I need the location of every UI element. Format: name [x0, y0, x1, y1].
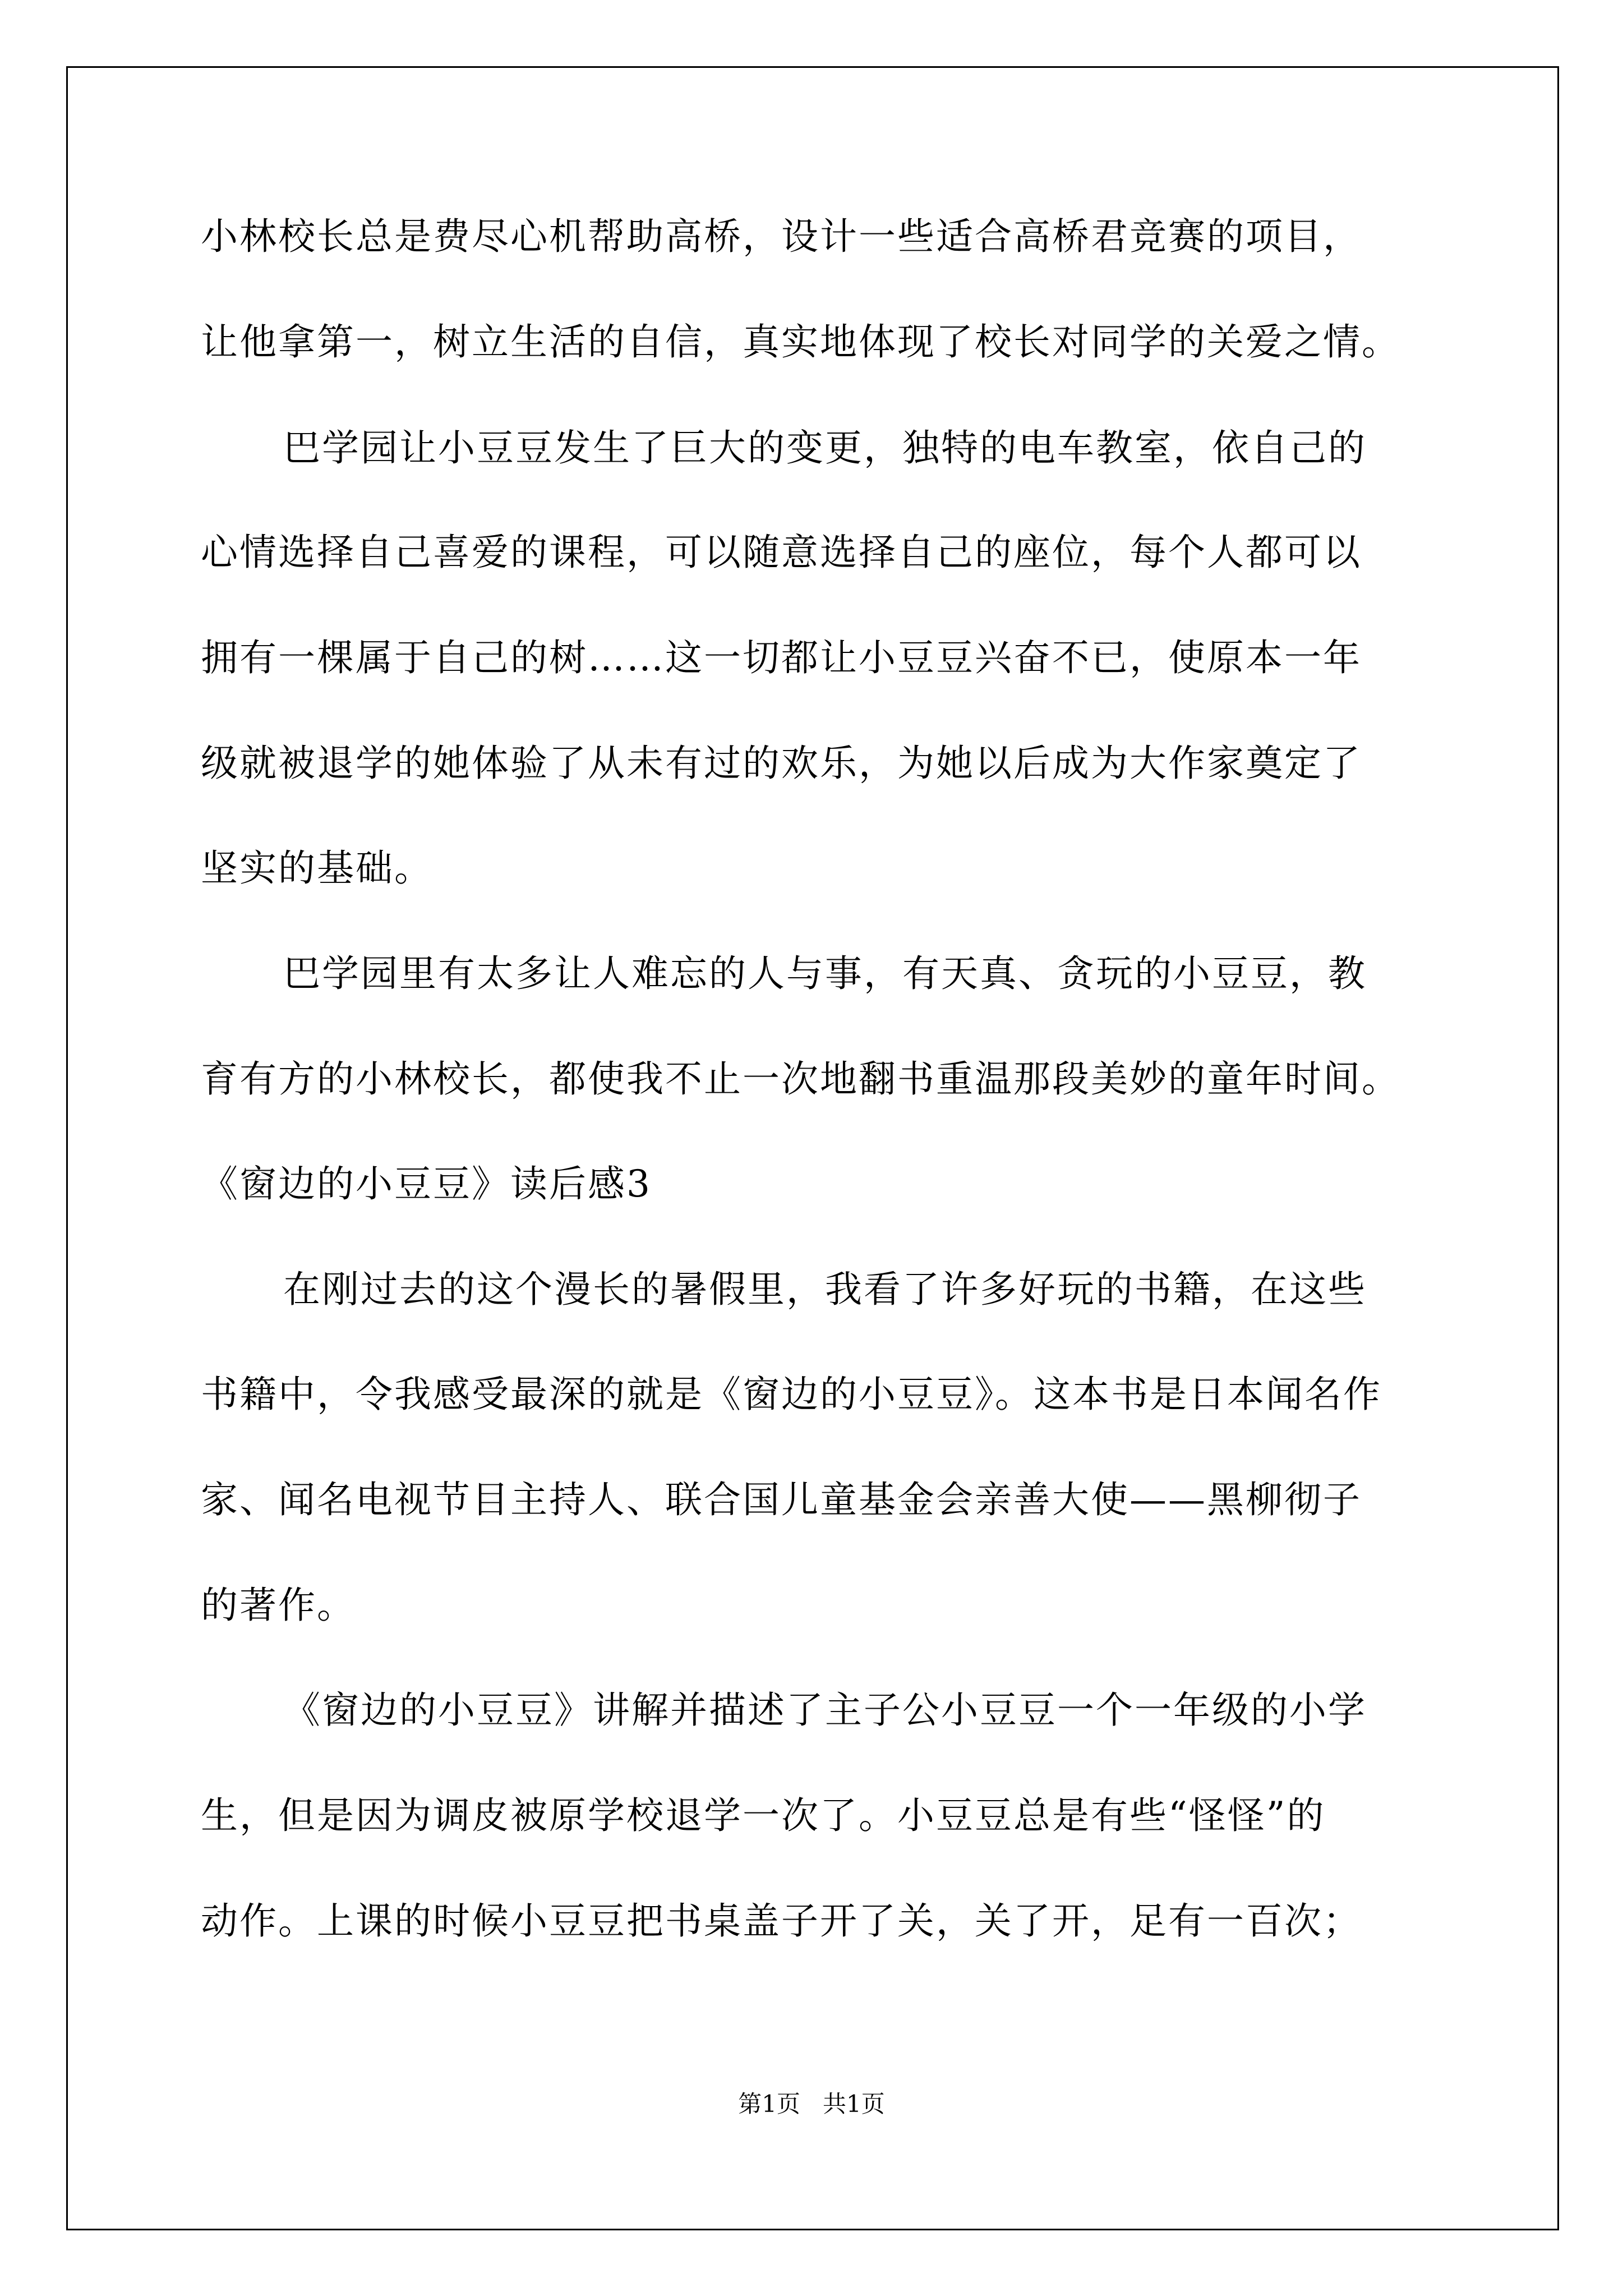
text-line: 坚实的基础。: [201, 846, 433, 890]
text-line: 育有方的小林校长，都使我不止一次地翻书重温那段美妙的童年时间。: [201, 1057, 1400, 1101]
section-heading: 《窗边的小豆豆》读后感3: [201, 1162, 652, 1205]
text-line: 小林校长总是费尽心机帮助高桥，设计一些适合高桥君竞赛的项目，: [201, 215, 1362, 258]
text-line: 书籍中，令我感受最深的就是《窗边的小豆豆》。这本书是日本闻名作: [201, 1373, 1382, 1416]
page-footer: 第1页 共1页: [738, 2090, 885, 2118]
text-line: 生，但是因为调皮被原学校退学一次了。小豆豆总是有些“怪怪”的: [201, 1794, 1326, 1837]
text-line: 动作。上课的时候小豆豆把书桌盖子开了关，关了开，足有一百次；: [201, 1899, 1362, 1943]
text-line: 让他拿第一，树立生活的自信，真实地体现了校长对同学的关爱之情。: [201, 320, 1400, 364]
paragraph-start-line: 巴学园里有太多让人难忘的人与事，有天真、贪玩的小豆豆，教: [283, 952, 1367, 995]
text-line: 拥有一棵属于自己的树……这一切都让小豆豆兴奋不已，使原本一年: [201, 636, 1362, 679]
text-line: 的著作。: [201, 1584, 356, 1627]
text-line: 心情选择自己喜爱的课程，可以随意选择自己的座位，每个人都可以: [201, 531, 1362, 574]
paragraph-start-line: 巴学园让小豆豆发生了巨大的变更，独特的电车教室，依自己的: [283, 426, 1367, 470]
text-line: 家、闻名电视节目主持人、联合国儿童基金会亲善大使——黑柳彻子: [201, 1478, 1362, 1521]
paragraph-start-line: 在刚过去的这个漫长的暑假里，我看了许多好玩的书籍，在这些: [283, 1268, 1367, 1311]
paragraph-start-line: 《窗边的小豆豆》讲解并描述了主子公小豆豆一个一年级的小学: [283, 1688, 1367, 1732]
text-line: 级就被退学的她体验了从未有过的欢乐，为她以后成为大作家奠定了: [201, 742, 1362, 785]
